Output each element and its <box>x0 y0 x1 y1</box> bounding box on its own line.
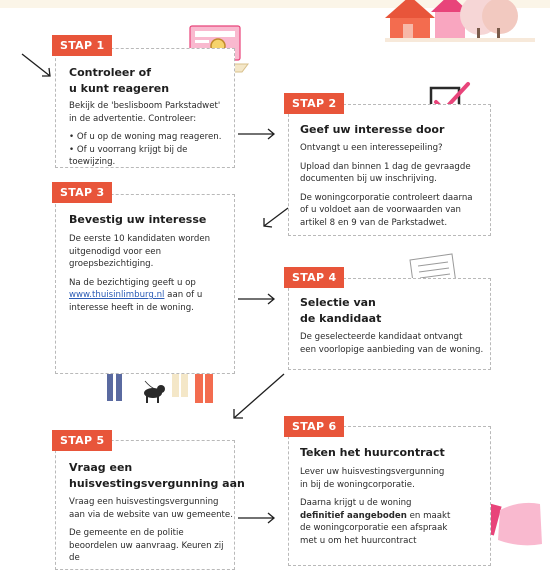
paragraph <box>300 466 488 491</box>
thuisinlimburg-link[interactable]: www.thuisinlimburg.nl <box>69 290 165 300</box>
step-2-text <box>300 142 488 235</box>
text-line: uitgenodigd voor een groepsbezichtiging. <box>69 246 162 269</box>
step-1-title <box>69 65 169 97</box>
text-line: in bij de woningcorporatie. <box>300 479 415 490</box>
paragraph <box>69 233 235 271</box>
text-line: of u voldoet aan de voorwaarden van <box>300 205 462 215</box>
paragraph <box>300 161 488 186</box>
step-1-label: STAP 1 <box>52 35 112 56</box>
paragraph <box>69 496 235 521</box>
step-1-intro-line: in de advertentie. Controleer: <box>69 113 197 124</box>
text-line: Upload dan binnen 1 dag de gevraagde <box>300 161 471 172</box>
step-1-checklist <box>69 131 234 169</box>
arrow-step1-to-step2 <box>238 127 278 141</box>
definitief-aangeboden-emphasis: definitief aangeboden <box>300 510 407 521</box>
step-1-text <box>69 100 234 169</box>
step-5-title-line: huisvestingsvergunning aan <box>69 477 245 490</box>
step-6-title: Teken het huurcontract <box>300 446 445 459</box>
list-item: • Of u voorrang krijgt bij de toewijzing. <box>69 144 188 167</box>
text-line: aan of u <box>164 290 203 300</box>
text-line: De geselecteerde kandidaat ontvangt <box>300 332 463 342</box>
text-line: Ontvangt u een interessepeiling? <box>300 143 443 153</box>
step-4-title-line: Selectie van <box>300 296 376 309</box>
text-line: interesse heeft in de woning. <box>69 302 194 313</box>
step-1-intro-line: Bekijk de 'beslisboom Parkstadwet' <box>69 101 221 111</box>
step-3-text <box>69 233 235 320</box>
text-line: een voorlopige aanbieding van de woning. <box>300 344 484 355</box>
step-3-title: Bevestig uw interesse <box>69 213 207 226</box>
step-4-title-line: de kandidaat <box>300 312 382 325</box>
step-1-title-line: Controleer of <box>69 66 151 79</box>
step-2-label: STAP 2 <box>284 93 344 114</box>
houses-illustration <box>385 0 545 50</box>
text-line: met u om het huurcontract <box>300 535 417 546</box>
text-line: De gemeente en de politie <box>69 528 184 538</box>
text-line: de woningcorporatie een afspraak <box>300 523 448 533</box>
text-line: De eerste 10 kandidaten worden <box>69 234 211 244</box>
step-1-title-line: u kunt reageren <box>69 82 170 95</box>
text-line: aan via de website van uw gemeente. <box>69 509 233 520</box>
text-line: beoordelen uw aanvraag. Keuren zij de <box>69 540 224 563</box>
paragraph <box>300 497 488 547</box>
step-3-label: STAP 3 <box>52 182 112 203</box>
text-line: De woningcorporatie controleert daarna <box>300 192 473 203</box>
step-5-text <box>69 496 235 571</box>
text-line: documenten bij uw inschrijving. <box>300 174 437 184</box>
list-item-text: Of u op de woning mag reageren. <box>76 132 222 142</box>
list-item-text: Of u voorrang krijgt bij de toewijzing. <box>69 144 188 167</box>
paragraph <box>69 527 235 565</box>
arrow-step3-to-step4 <box>238 292 278 306</box>
list-item: • Of u op de woning mag reageren. <box>69 132 222 142</box>
text-line: Lever uw huisvestingsvergunning <box>300 467 445 477</box>
text-line: Vraag een huisvestingsvergunning <box>69 497 219 507</box>
arrow-step5-to-step6 <box>238 511 278 525</box>
paragraph <box>300 192 488 230</box>
step-4-text <box>300 331 488 356</box>
step-4-title <box>300 295 381 327</box>
text-line: artikel 8 en 9 van de Parkstadwet. <box>300 217 448 228</box>
step-4-label: STAP 4 <box>284 267 344 288</box>
text-line: en maakt <box>406 510 451 521</box>
paragraph <box>69 277 235 315</box>
step-6-label: STAP 6 <box>284 416 344 437</box>
text-line: Na de bezichtiging geeft u op <box>69 277 196 288</box>
paragraph <box>300 142 488 155</box>
step-5-title <box>69 460 245 492</box>
step-2-title: Geef uw interesse door <box>300 123 445 136</box>
step-5-title-line: Vraag een <box>69 461 133 474</box>
step-5-label: STAP 5 <box>52 430 112 451</box>
step-6-text <box>300 466 488 553</box>
text-line: Daarna krijgt u de woning <box>300 498 412 508</box>
arrow-step4-to-step5 <box>230 372 290 422</box>
